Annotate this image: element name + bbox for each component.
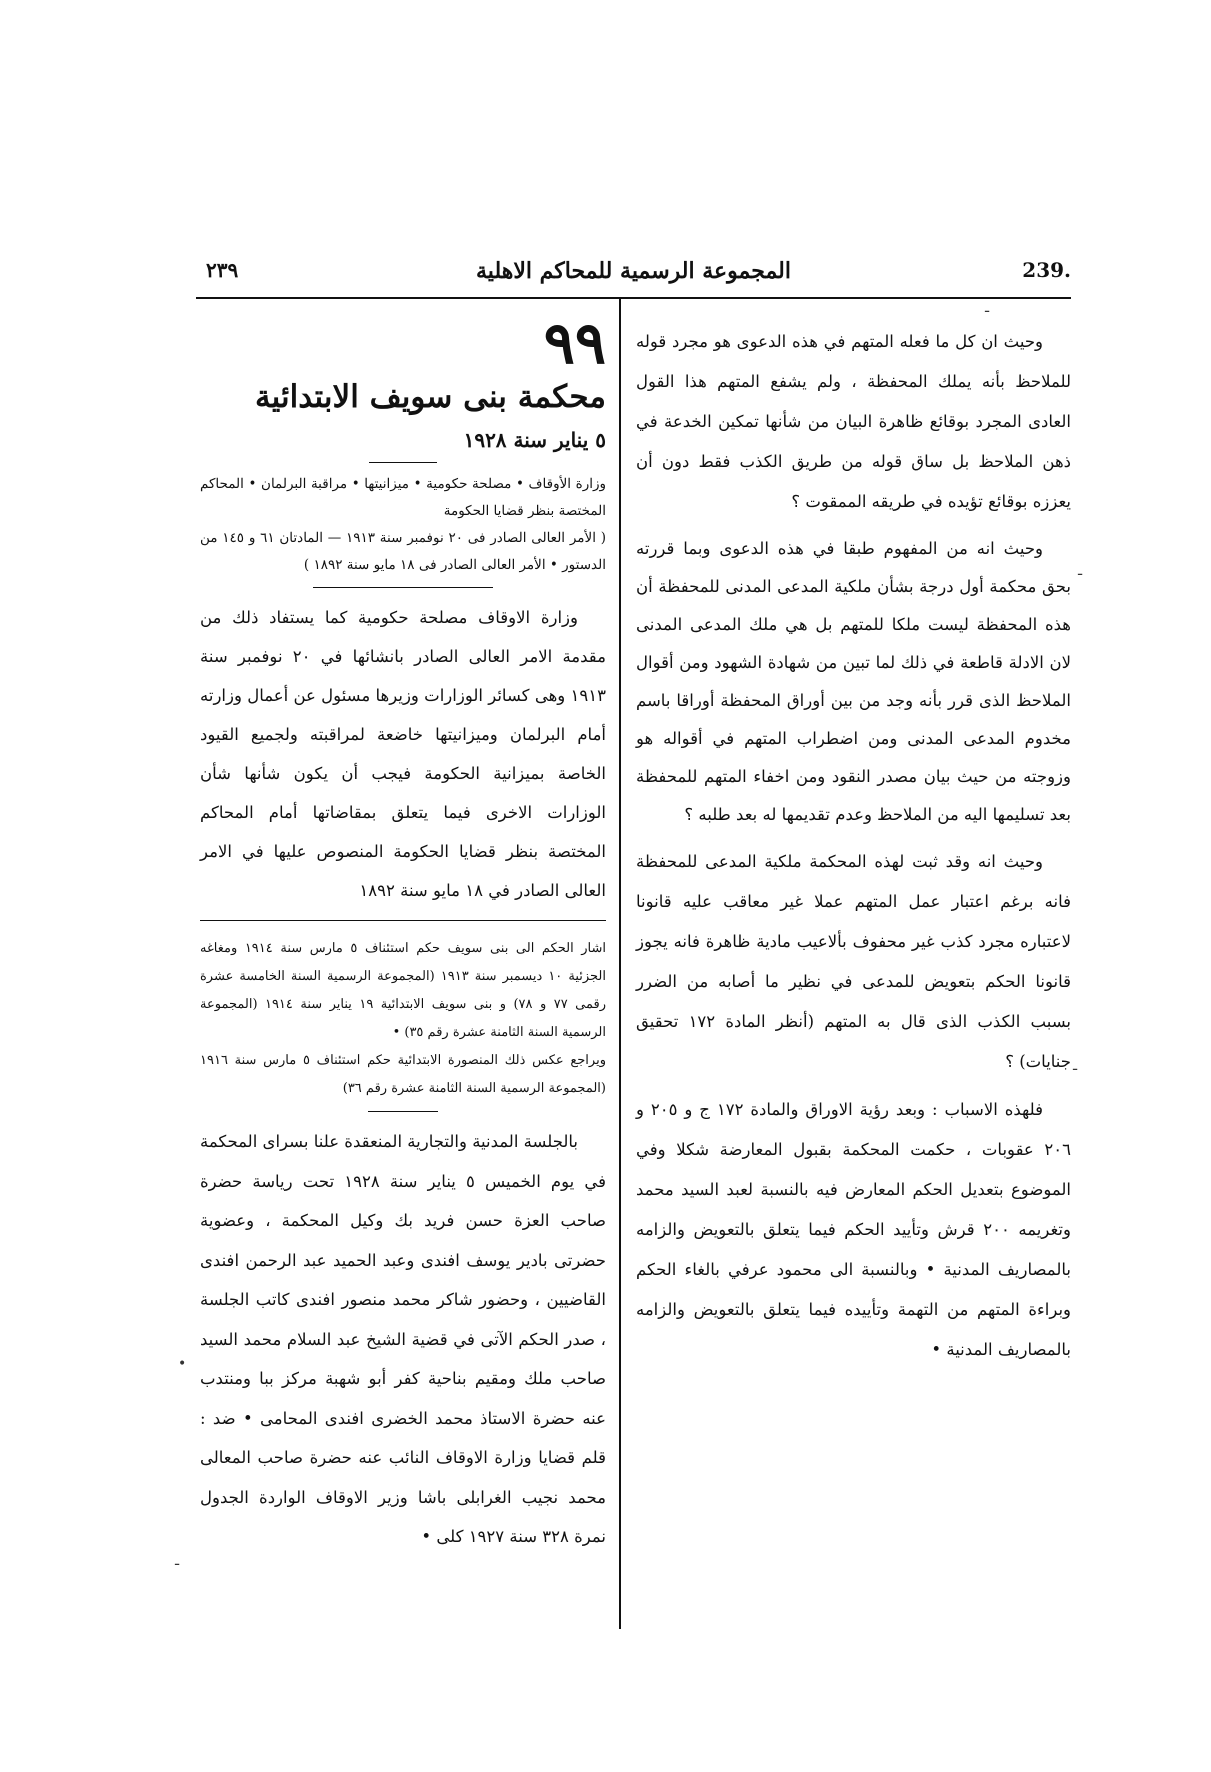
header-rule <box>196 297 1071 299</box>
case-number: ٩٩ <box>543 309 606 377</box>
keywords: وزارة الأوقاف • مصلحة حكومية • ميزانيتها • مراقبة البرلمان • المحاكم المختصة بنظر قضايا الحكومة <box>200 476 606 519</box>
paragraph: وحيث انه من المفهوم طبقا في هذه الدعوى وبما قررته بحق محكمة أول درجة بشأن ملكية المدعى المدنى للمحفظة أن هذه المحفظة ليست ملكا للمتهم بل هي ملك المدعى المدنى لان الادلة قاطعة في ذلك لما تبين من شهادة الشهود ومن أقوال الملاحظ الذى قرر بأنه وجد من بين أوراق المحفظة أوراقا باسم مخدوم المدعى المدنى ومن اضطراب المتهم في أقواله هو وزوجته من حيث بيان مصدر النقود ومن اخفاء المتهم للمحفظة بعد تسليمها اليه من الملاحظ وعدم تقديمها له بعد طلبه ؟ <box>636 539 1071 824</box>
divider <box>313 587 493 588</box>
margin-mark: ـ <box>985 300 990 316</box>
divider <box>200 920 606 921</box>
paragraph: وحيث انه وقد ثبت لهذه المحكمة ملكية المدعى للمحفظة فانه برغم اعتبار عمل المتهم عملا غير معاقب عليه قانونا لاعتباره مجرد كذب غير محفوف بألاعيب مادية ظاهرة فانه يجوز قانونا الحكم بتعويض للمدعى في نظير ما أصابه من الضرر بسبب الكذب الذى قال به المتهم (أنظر المادة ١٧٢ تحقيق جنايات) ؟ <box>636 852 1071 1071</box>
margin-mark: ـ <box>1073 1058 1078 1074</box>
column-divider <box>619 299 621 1629</box>
margin-mark: ـ <box>1078 563 1083 579</box>
note: ويراجع عكس ذلك المنصورة الابتدائية حكم استئناف ٥ مارس سنة ١٩١٦ (المجموعة الرسمية السنة الثامنة عشرة رقم ٣٦) <box>200 1053 606 1096</box>
page-number-arabic: ٢٣٩ <box>206 258 239 282</box>
case-date: ٥ يناير سنة ١٩٢٨ <box>463 428 606 452</box>
margin-mark: • <box>178 1356 187 1372</box>
left-column <box>200 309 607 1565</box>
session-text: بالجلسة المدنية والتجارية المنعقدة علنا بسراى المحكمة في يوم الخميس ٥ يناير سنة ١٩٢٨ تحت رياسة حضرة صاحب العزة حسن فريد بك وكيل المحكمة ، وعضوية حضرتى بادير يوسف افندى وعبد الحميد عبد الرحمن افندى القاضيين ، وحضور شاكر محمد منصور افندى كاتب الجلسة ، صدر الحكم الآتى في قضية الشيخ عبد السلام محمد السيد صاحب ملك ومقيم بناحية كفر أبو شهبة مركز ببا ومنتدب عنه حضرة الاستاذ محمد الخضرى افندى المحامى • ضد : قلم قضايا وزارة الاوقاف النائب عنه حضرة صاحب المعالى محمد نجيب الغرابلى باشا وزير الاوقاف الواردة الجدول نمرة ٣٢٨ سنة ١٩٢٧ كلى • <box>200 1132 606 1546</box>
divider <box>369 462 437 463</box>
legal-references: ( الأمر العالى الصادر فى ٢٠ نوفمبر سنة ١٩١٣ — المادتان ٦١ و ١٤٥ من الدستور • الأمر العالى الصادر فى ١٨ مايو سنة ١٨٩٢ ) <box>200 530 606 573</box>
page-header <box>196 258 1071 292</box>
legal-principle: وزارة الاوقاف مصلحة حكومية كما يستفاد ذلك من مقدمة الامر العالى الصادر بانشائها في ٢٠ نوفمبر سنة ١٩١٣ وهى كسائر الوزارات وزيرها مسئول عن أعمال وزارته أمام البرلمان وميزانيتها خاضعة لمراقبته ولجميع القيود الخاصة بميزانية الحكومة فيجب أن يكون شأنها شأن الوزارات الاخرى فيما يتعلق بمقاضاتها أمام المحاكم المختصة بنظر قضايا الحكومة المنصوص عليها في الامر العالى الصادر في ١٨ مايو سنة ١٨٩٢ <box>200 608 606 900</box>
divider <box>368 1111 438 1112</box>
margin-mark: ـ <box>175 1553 180 1569</box>
court-name: محكمة بنى سويف الابتدائية <box>255 379 606 415</box>
page-number-latin: 239. <box>1022 258 1071 282</box>
right-column <box>636 322 1071 1378</box>
running-title: المجموعة الرسمية للمحاكم الاهلية <box>476 258 791 284</box>
paragraph: فلهذه الاسباب : وبعد رؤية الاوراق والمادة ١٧٢ ج و ٢٠٥ و ٢٠٦ عقوبات ، حكمت المحكمة بقبول المعارضة شكلا وفي الموضوع بتعديل الحكم المعارض فيه بالنسبة لعبد السيد محمد وتغريمه ٢٠٠ قرش وتأييد الحكم فيما يتعلق بالتعويض والزامه بالمصاريف المدنية • وبالنسبة الى محمود عرفي بالغاء الحكم وبراءة المتهم من التهمة وتأييده فيما يتعلق بالتعويض والزامه بالمصاريف المدنية • <box>636 1100 1071 1359</box>
paragraph: وحيث ان كل ما فعله المتهم في هذه الدعوى هو مجرد قوله للملاحظ بأنه يملك المحفظة ، ولم يشفع المتهم هذا القول العادى المجرد بوقائع ظاهرة البيان من شأنها تمكين الخدعة في ذهن الملاحظ بل ساق قوله من طريق الكذب فقط دون أن يعززه بوقائع تؤيده في طريقه الممقوت ؟ <box>636 332 1071 511</box>
note: اشار الحكم الى بنى سويف حكم استئناف ٥ مارس سنة ١٩١٤ ومغاغه الجزئية ١٠ ديسمبر سنة ١٩١٣ (المجموعة الرسمية السنة الخامسة عشرة رقمى ٧٧ و ٧٨) و بنى سويف الابتدائية ١٩ يناير سنة ١٩١٤ (المجموعة الرسمية السنة الثامنة عشرة رقم ٣٥) • <box>200 941 607 1040</box>
